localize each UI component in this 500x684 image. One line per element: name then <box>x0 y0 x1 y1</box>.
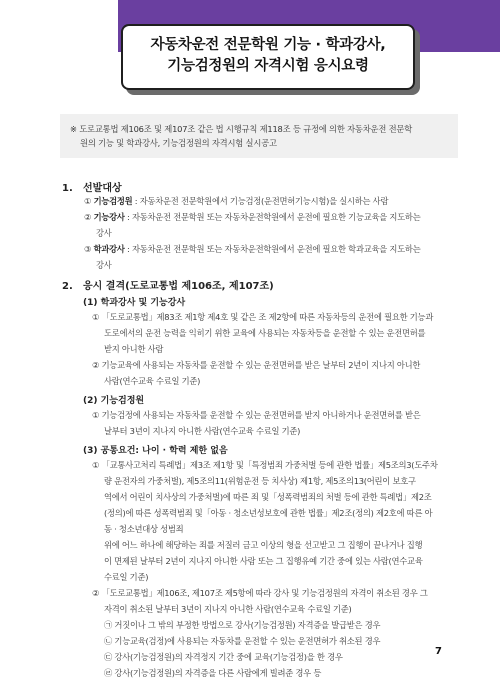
sub-3-line: (정의)에 따른 성폭력범죄 및「아동 · 청소년성보호에 관한 법률」제2조(정의) 제2호에 따른 아 <box>104 508 433 518</box>
section-2-title: 응시 결격(도로교통법 제106조, 제107조) <box>83 281 274 292</box>
sub-3-line: ① 「교통사고처리 특례법」제3조 제1항 및「특정범죄 가중처벌 등에 관한 법률」제5조의3(도주차 <box>92 460 438 470</box>
sub-3-line: ② 「도로교통법」제106조, 제107조 제5항에 따라 강사 및 기능검정원의 자격이 취소된 경우 그 <box>92 588 428 598</box>
sub-1-line: 도로에서의 운전 능력을 익히기 위한 교육에 사용되는 자동차등을 운전할 수 있는 운전면허를 <box>104 328 426 338</box>
sub-3-line: ㉢ 강사(기능검정원)의 자격정지 기간 중에 교육(기능검정)을 한 경우 <box>104 652 343 662</box>
s1-item-2-cont: 강사 <box>96 228 112 238</box>
section-1-title: 선발대상 <box>83 183 122 194</box>
s1-item-1-text: : 자동차운전 전문학원에서 기능검정(운전면허기능시험)을 실시하는 사람 <box>132 196 389 206</box>
sub-3-line: 역에서 어린이 치사상의 가중처벌)에 따른 죄 및「성폭력범죄의 처벌 등에 관한 특례법」제2조 <box>104 492 432 502</box>
section-1-number: 1. <box>62 183 73 194</box>
s1-item-3 <box>84 243 420 255</box>
sub-3-line: ㉡ 기능교육(검정)에 사용되는 자동차를 운전할 수 있는 운전면허가 취소된 경우 <box>104 636 381 646</box>
sub-3-heading: (3) 공통요건: 나이 · 학력 제한 없음 <box>83 446 228 456</box>
sub-2-line: 날부터 3년이 지나지 아니한 사람(연수교육 수료일 기준) <box>104 426 301 436</box>
title-line-1: 자동차운전 전문학원 기능 · 학과강사, <box>150 37 386 53</box>
s1-item-2-term: 기능강사 <box>93 212 125 222</box>
s1-item-2 <box>84 211 420 223</box>
page-number: 7 <box>435 646 442 657</box>
s1-item-2-mark: ② <box>84 212 92 222</box>
s1-item-1-term: 기능검정원 <box>93 196 133 206</box>
sub-3-line: 동 · 청소년대상 성범죄 <box>104 524 184 534</box>
section-2-number: 2. <box>62 281 73 292</box>
s1-item-3-cont: 강사 <box>96 260 112 270</box>
notice-line-2: 원의 기능 및 학과강사, 기능검정원의 자격시험 실시공고 <box>80 138 277 148</box>
page-title <box>121 24 415 90</box>
sub-1-heading: (1) 학과강사 및 기능강사 <box>83 298 186 308</box>
notice-line-1: ※ 도로교통법 제106조 및 제107조 같은 법 시행규칙 제118조 등 규정에 의한 자동차운전 전문학 <box>70 124 413 134</box>
sub-3-line: 자격이 취소된 날부터 3년이 지나지 아니한 사람(연수교육 수료일 기준) <box>104 604 352 614</box>
s1-item-2-text: : 자동차운전 전문학원 또는 자동차운전학원에서 운전에 필요한 기능교육을 지도하는 <box>124 212 421 222</box>
title-line-2: 기능검정원의 자격시험 응시요령 <box>167 58 369 74</box>
section-1-heading <box>62 179 122 194</box>
sub-3-line: ㉠ 거짓이나 그 밖의 부정한 방법으로 강사(기능검정원) 자격증을 발급받은 경우 <box>104 620 381 630</box>
s1-item-1 <box>84 195 388 207</box>
sub-3-line: 이 면제된 날부터 2년이 지나지 아니한 사람 또는 그 집행유예 기간 중에 있는 사람(연수교육 <box>104 556 423 566</box>
sub-2-line: ① 기능검정에 사용되는 자동차를 운전할 수 있는 운전면허를 받지 아니하거나 운전면허를 받은 <box>92 410 421 420</box>
section-2-heading <box>62 277 274 292</box>
sub-1-line: ① 「도로교통법」제83조 제1항 제4호 및 같은 조 제2항에 따른 자동차등의 운전에 필요한 기능과 <box>92 312 434 322</box>
s1-item-1-mark: ① <box>84 196 92 206</box>
sub-1-line: 받지 아니한 사람 <box>104 344 164 354</box>
sub-3-line: 량 운전자의 가중처벌), 제5조의11(위험운전 등 치사상) 제1항, 제5조의13(어린이 보호구 <box>104 476 416 486</box>
sub-3-line: ㉣ 강사(기능검정원)의 자격증을 다른 사람에게 빌려준 경우 등 <box>104 668 322 678</box>
sub-1-line: 사람(연수교육 수료일 기준) <box>104 376 201 386</box>
sub-3-line: 위에 어느 하나에 해당하는 죄를 저질러 금고 이상의 형을 선고받고 그 집행이 끝나거나 집행 <box>104 540 423 550</box>
sub-1-line: ② 기능교육에 사용되는 자동차를 운전할 수 있는 운전면허를 받은 날부터 2년이 지나지 아니한 <box>92 360 421 370</box>
s1-item-3-text: : 자동차운전 전문학원 또는 자동차운전학원에서 운전에 필요한 학과교육을 지도하는 <box>124 244 421 254</box>
s1-item-3-term: 학과강사 <box>93 244 125 254</box>
notice-box <box>60 114 458 158</box>
sub-2-heading: (2) 기능검정원 <box>83 396 145 406</box>
sub-3-line: 수료일 기준) <box>104 572 149 582</box>
s1-item-3-mark: ③ <box>84 244 92 254</box>
